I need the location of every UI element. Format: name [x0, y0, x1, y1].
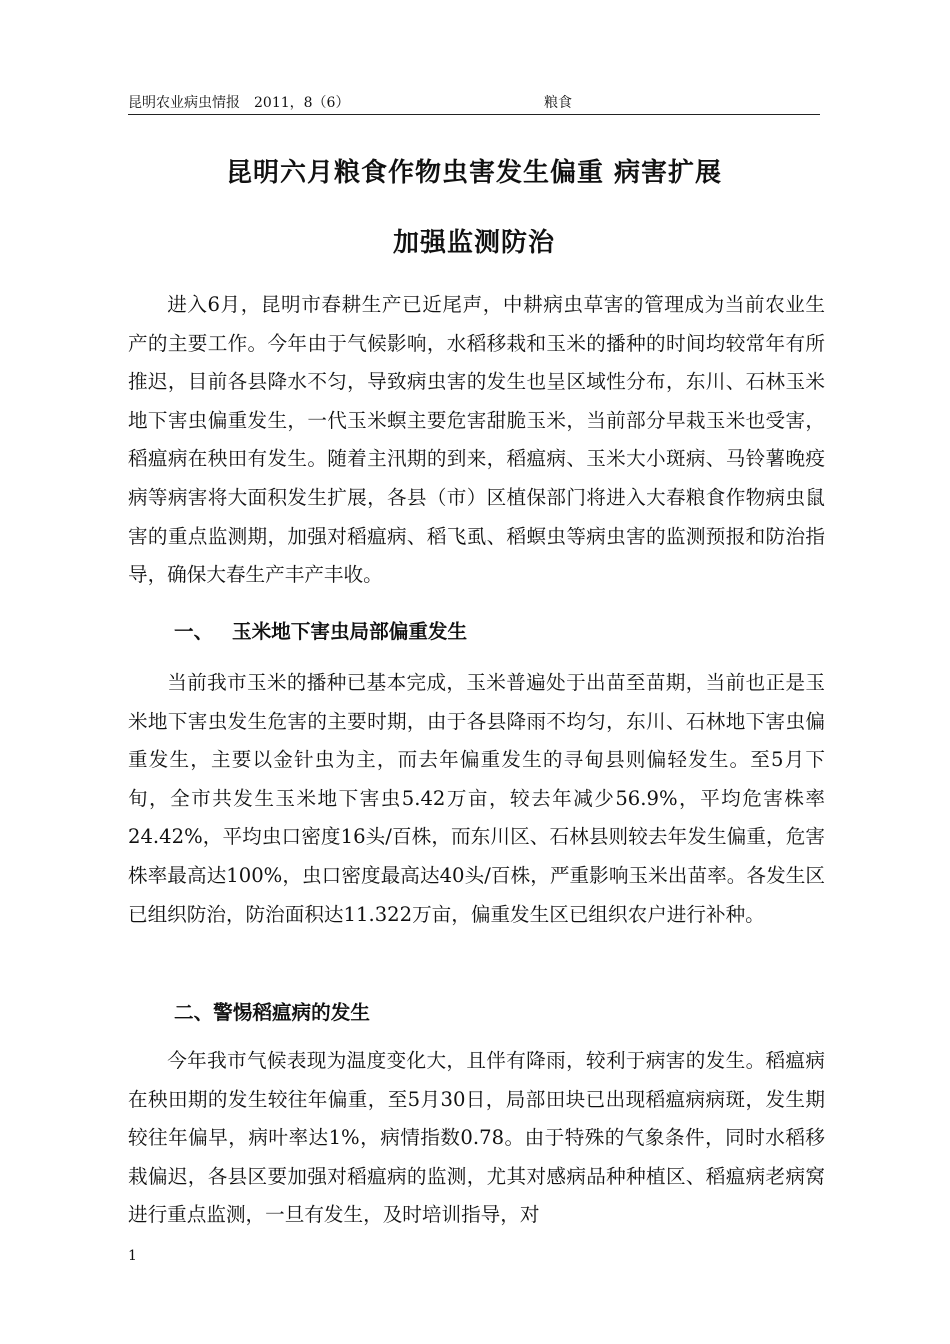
section-heading-1-text: 玉米地下害虫局部偏重发生: [232, 620, 468, 643]
section-heading-1: [174, 615, 467, 644]
page-number: 1: [128, 1248, 137, 1264]
section-1-paragraph: 当前我市玉米的播种已基本完成，玉米普遍处于出苗至苗期，当前也正是玉米地下害虫发生危害的主要时期，由于各县降雨不均匀，东川、石林地下害虫偏重发生，主要以金针虫为主，而去年偏重发生的寻甸县则偏轻发生。至5月下旬，全市共发生玉米地下害虫5.42万亩，较去年减少56.9%，平均危害株率24.42%，平均虫口密度16头/百株，而东川区、石林县则较去年发生偏重，危害株率最高达100%，虫口密度最高达40头/百株，严重影响玉米出苗率。各发生区已组织防治，防治面积达11.322万亩，偏重发生区已组织农户进行补种。: [128, 671, 825, 926]
intro-paragraph: 进入6月，昆明市春耕生产已近尾声，中耕病虫草害的管理成为当前农业生产的主要工作。今年由于气候影响，水稻移栽和玉米的播种的时间均较常年有所推迟，目前各县降水不匀，导致病虫害的发生也呈区域性分布，东川、石林玉米地下害虫偏重发生，一代玉米螟主要危害甜脆玉米，当前部分早栽玉米也受害，稻瘟病在秧田有发生。随着主汛期的到来，稻瘟病、玉米大小斑病、马铃薯晚疫病等病害将大面积发生扩展，各县（市）区植保部门将进入大春粮食作物病虫鼠害的重点监测期，加强对稻瘟病、稻飞虱、稻螟虫等病虫害的监测预报和防治指导，确保大春生产丰产丰收。: [128, 293, 825, 587]
header-category: 粮食: [544, 95, 572, 111]
section-heading-2: 二、警惕稻瘟病的发生: [174, 1001, 370, 1024]
page-header: [128, 90, 820, 115]
header-publication: 昆明农业病虫情报 2011，8（6）: [128, 95, 350, 111]
document-title: 昆明六月粮食作物虫害发生偏重 病害扩展: [225, 158, 723, 188]
section-heading-1-number: 一、: [174, 620, 214, 643]
section-2-paragraph: 今年我市气候表现为温度变化大，且伴有降雨，较利于病害的发生。稻瘟病在秧田期的发生较往年偏重，至5月30日，局部田块已出现稻瘟病病斑，发生期较往年偏早，病叶率达1%，病情指数0.78。由于特殊的气象条件，同时水稻移栽偏迟，各县区要加强对稻瘟病的监测，尤其对感病品种种植区、稻瘟病老病窝进行重点监测，一旦有发生，及时培训指导，对: [128, 1049, 825, 1227]
document-subtitle: 加强监测防治: [392, 228, 555, 258]
